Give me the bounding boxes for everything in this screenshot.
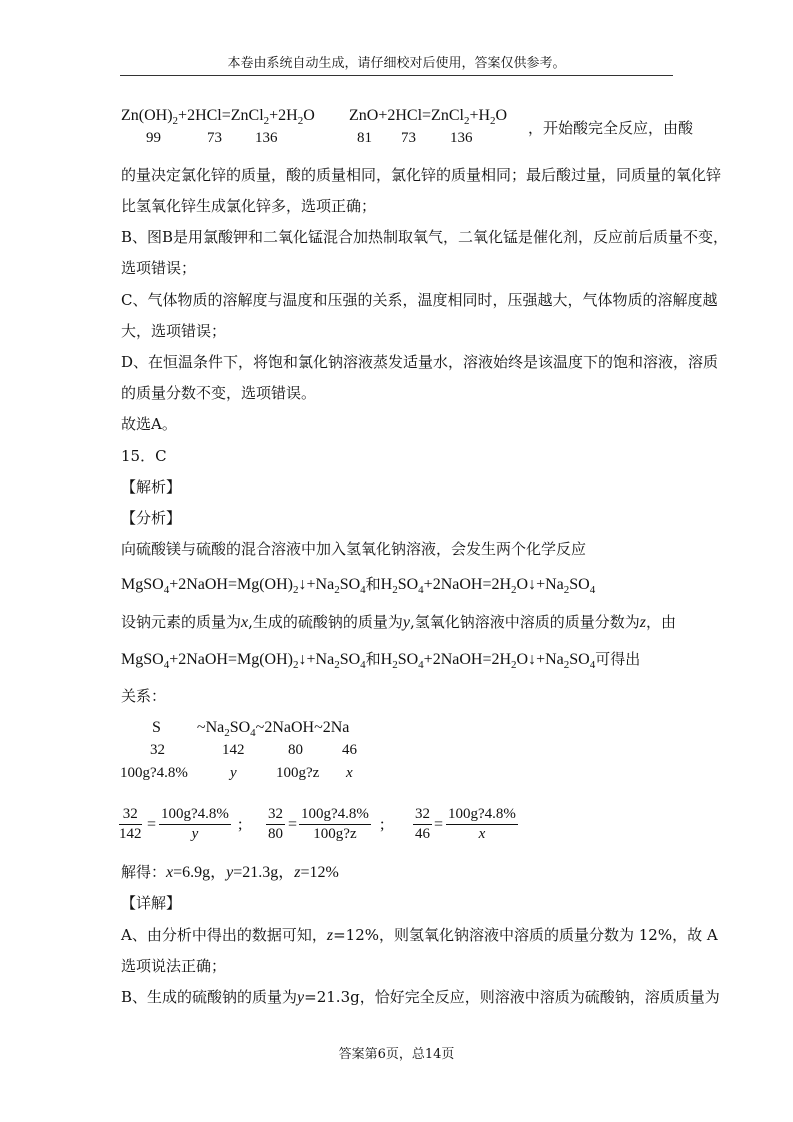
page-header: 本卷由系统自动生成，请仔细校对后使用，答案仅供参考。	[120, 55, 673, 76]
detail-b: B、生成的硫酸钠的质量为y=21.3g，恰好完全反应，则溶液中溶质为硫酸钠，溶质质量为	[121, 988, 720, 1006]
fraction-left: $\frac{32}{80}$	[268, 806, 283, 842]
mass-value: 99	[146, 130, 161, 146]
section-heading: 【解析】	[121, 478, 182, 496]
relation-mass: 32	[150, 742, 165, 758]
text-line: 大，选项错误；	[121, 322, 227, 340]
relation-row-formula: S $\sim Na_2SO_4\sim 2NaOH\sim 2Na$	[152, 719, 350, 739]
text-line: 故选A。	[121, 415, 177, 433]
text-line: 比氢氧化锌生成氯化锌多，选项正确；	[121, 197, 377, 215]
mass-value: 136	[450, 130, 473, 146]
relation-quantity: 100g?z	[276, 765, 320, 781]
fraction-right: $\frac{100g?4.8\%}{x}$	[448, 806, 516, 842]
equation-zinc-oxide: $ZnO+2HCl=ZnCl_2+H_2O$	[349, 107, 508, 127]
solution-line: 解得：x=6.9g，y=21.3g，z=12%	[121, 863, 339, 881]
mass-value: 81	[357, 130, 372, 146]
separator: ;	[380, 816, 385, 833]
section-heading: 【详解】	[121, 894, 182, 912]
text-line: 的量决定氯化锌的质量，酸的质量相同，氯化锌的质量相同；最后酸过量，同质量的氧化锌	[121, 166, 722, 184]
mass-value: 73	[401, 130, 416, 146]
text-line: 选项说法正确；	[121, 957, 227, 975]
relation-quantity: x	[346, 765, 353, 781]
fraction-right: $\frac{100g?4.8\%}{y}$	[161, 806, 229, 842]
equals-sign: =	[434, 816, 444, 833]
page-footer: 答案第6页，总14页	[338, 1047, 455, 1062]
assumption-line: 设钠元素的质量为x,生成的硫酸钠的质量为y,氢氧化钠溶液中溶质的质量分数为z，由	[121, 613, 677, 631]
detail-a: A、由分析中得出的数据可知，z=12%，则氢氧化钠溶液中溶质的质量分数为 12%，故 A	[121, 926, 718, 944]
equation-zinc-hydroxide: $Zn(OH)_2+2HCl=ZnCl_2+2H_2O$	[121, 107, 315, 127]
text-line: C、气体物质的溶解度与温度和压强的关系，温度相同时，压强越大，气体物质的溶解度越	[121, 291, 718, 309]
relation-quantity: y	[230, 765, 237, 781]
line1-tail: ，开始酸完全反应，由酸	[528, 119, 694, 137]
relation-mass: 46	[342, 742, 357, 758]
relation-mass: 142	[222, 742, 245, 758]
text-line: 向硫酸镁与硫酸的混合溶液中加入氢氧化钠溶液，会发生两个化学反应	[121, 540, 587, 558]
text-line: B、图B是用氯酸钾和二氧化锰混合加热制取氧气，二氧化锰是催化剂，反应前后质量不变，	[121, 228, 729, 246]
separator: ;	[238, 816, 243, 833]
fraction-left: $\frac{32}{46}$	[415, 806, 430, 842]
relation-quantity: 100g?4.8%	[120, 765, 188, 781]
equals-sign: =	[147, 816, 157, 833]
text-line: 选项错误；	[121, 259, 197, 277]
reaction-equations: $MgSO_4+2NaOH=Mg(OH)_2↓+Na_2SO_4$和$H_2SO_4+2NaOH=2H_2O↓+Na_2SO_4$	[121, 575, 596, 596]
fraction-left: $\frac{32}{142}$	[119, 806, 142, 842]
text-line: D、在恒温条件下，将饱和氯化钠溶液蒸发适量水，溶液始终是该温度下的饱和溶液，溶质	[121, 353, 719, 371]
reaction-equations-repeat: $MgSO_4+2NaOH=Mg(OH)_2↓+Na_2SO_4$和$H_2SO_4+2NaOH=2H_2O↓+Na_2SO_4$可得出	[121, 650, 641, 671]
relation-mass: 80	[288, 742, 303, 758]
fraction-right: $\frac{100g?4.8\%}{100g?z}$	[301, 806, 369, 842]
equals-sign: =	[288, 816, 298, 833]
section-heading: 【分析】	[121, 509, 182, 527]
mass-value: 136	[255, 130, 278, 146]
relation-label: 关系：	[121, 687, 167, 705]
text-line: 的质量分数不变，选项错误。	[121, 384, 317, 402]
question-number: 15．C	[121, 447, 167, 465]
mass-value: 73	[207, 130, 222, 146]
